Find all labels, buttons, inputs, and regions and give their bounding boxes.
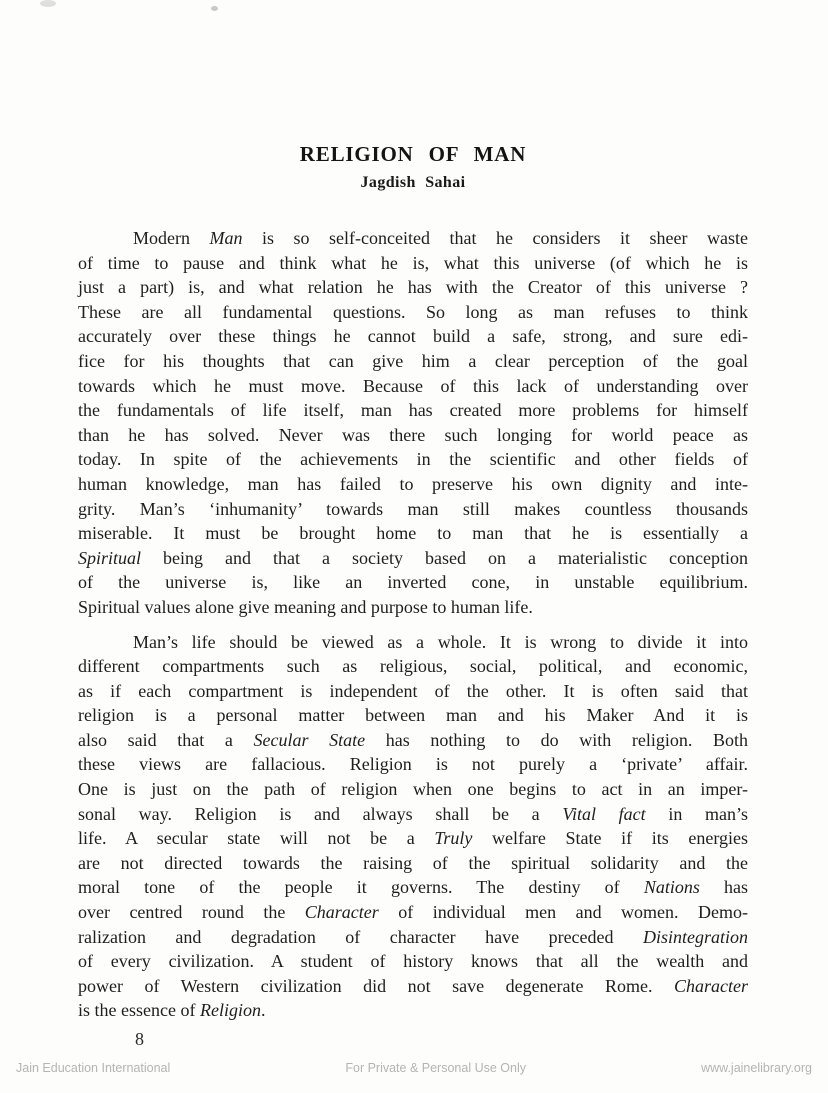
text-line: of time to pause and think what he is, what this universe (of which he is xyxy=(78,252,748,273)
text-line: over centred round the Character of individual men and women. Demo- xyxy=(78,902,748,923)
text-line: of every civilization. A student of history knows that all the wealth and xyxy=(78,951,748,972)
text-line: religion is a personal matter between man and his Maker And it is xyxy=(78,705,748,726)
text-line: grity. Man’s ‘inhumanity’ towards man still makes countless thousands xyxy=(78,498,748,519)
text-line: also said that a Secular State has nothing to do with religion. Both xyxy=(78,729,748,750)
text-line: accurately over these things he cannot build a safe, strong, and sure edi- xyxy=(78,326,748,347)
text-line: moral tone of the people it governs. The destiny of Nations has xyxy=(78,877,748,898)
footer-right-text: www.jainelibrary.org xyxy=(701,1061,812,1075)
text-line: today. In spite of the achievements in the scientific and other fields of xyxy=(78,449,748,470)
text-line: is the essence of Religion. xyxy=(78,1000,266,1021)
page-title: RELIGION OF MAN xyxy=(299,142,527,166)
text-line: fice for his thoughts that can give him a clear perception of the goal xyxy=(78,350,748,371)
footer xyxy=(16,1061,812,1075)
text-line: Man’s life should be viewed as a whole. It is wrong to divide it into xyxy=(133,631,748,652)
text-line: as if each compartment is independent of the other. It is often said that xyxy=(78,680,748,701)
text-line: human knowledge, man has failed to preserve his own dignity and inte- xyxy=(78,473,748,494)
page-number: 8 xyxy=(135,1029,144,1049)
page-content xyxy=(78,142,748,1050)
scan-artifact xyxy=(40,0,56,7)
body-text xyxy=(78,226,748,1023)
text-line: Spiritual values alone give meaning and purpose to human life. xyxy=(78,596,533,617)
text-line: are not directed towards the raising of the spiritual solidarity and the xyxy=(78,852,748,873)
text-line: different compartments such as religious, social, political, and economic, xyxy=(78,656,748,677)
text-line: just a part) is, and what relation he has with the Creator of this universe ? xyxy=(78,277,748,298)
footer-center-text: For Private & Personal Use Only xyxy=(345,1061,526,1075)
text-line: sonal way. Religion is and always shall be a Vital fact in man’s xyxy=(78,803,748,824)
paragraph xyxy=(78,630,748,1024)
scan-artifact xyxy=(211,6,218,11)
text-line: Modern Man is so self-conceited that he considers it sheer waste xyxy=(133,228,748,248)
text-line: of the universe is, like an inverted cone, in unstable equilibrium. xyxy=(78,572,748,593)
text-line: miserable. It must be brought home to man that he is essentially a xyxy=(78,523,748,544)
footer-left-text: Jain Education International xyxy=(16,1061,171,1075)
text-line: power of Western civilization did not save degenerate Rome. Character xyxy=(78,975,748,996)
text-line: these views are fallacious. Religion is not purely a ‘private’ affair. xyxy=(78,754,748,775)
text-line: the fundamentals of life itself, man has created more problems for himself xyxy=(78,400,748,421)
author-name: Jagdish Sahai xyxy=(360,174,466,191)
text-line: Spiritual being and that a society based on a materialistic conception xyxy=(78,547,748,568)
text-line: ralization and degradation of character have preceded Disintegration xyxy=(78,926,748,947)
text-line: towards which he must move. Because of this lack of understanding over xyxy=(78,375,748,396)
text-line: These are all fundamental questions. So long as man refuses to think xyxy=(78,301,748,322)
text-line: One is just on the path of religion when one begins to act in an imper- xyxy=(78,779,748,800)
text-line: than he has solved. Never was there such longing for world peace as xyxy=(78,424,748,445)
text-line: life. A secular state will not be a Truly welfare State if its energies xyxy=(78,828,748,849)
paragraph xyxy=(78,226,748,620)
